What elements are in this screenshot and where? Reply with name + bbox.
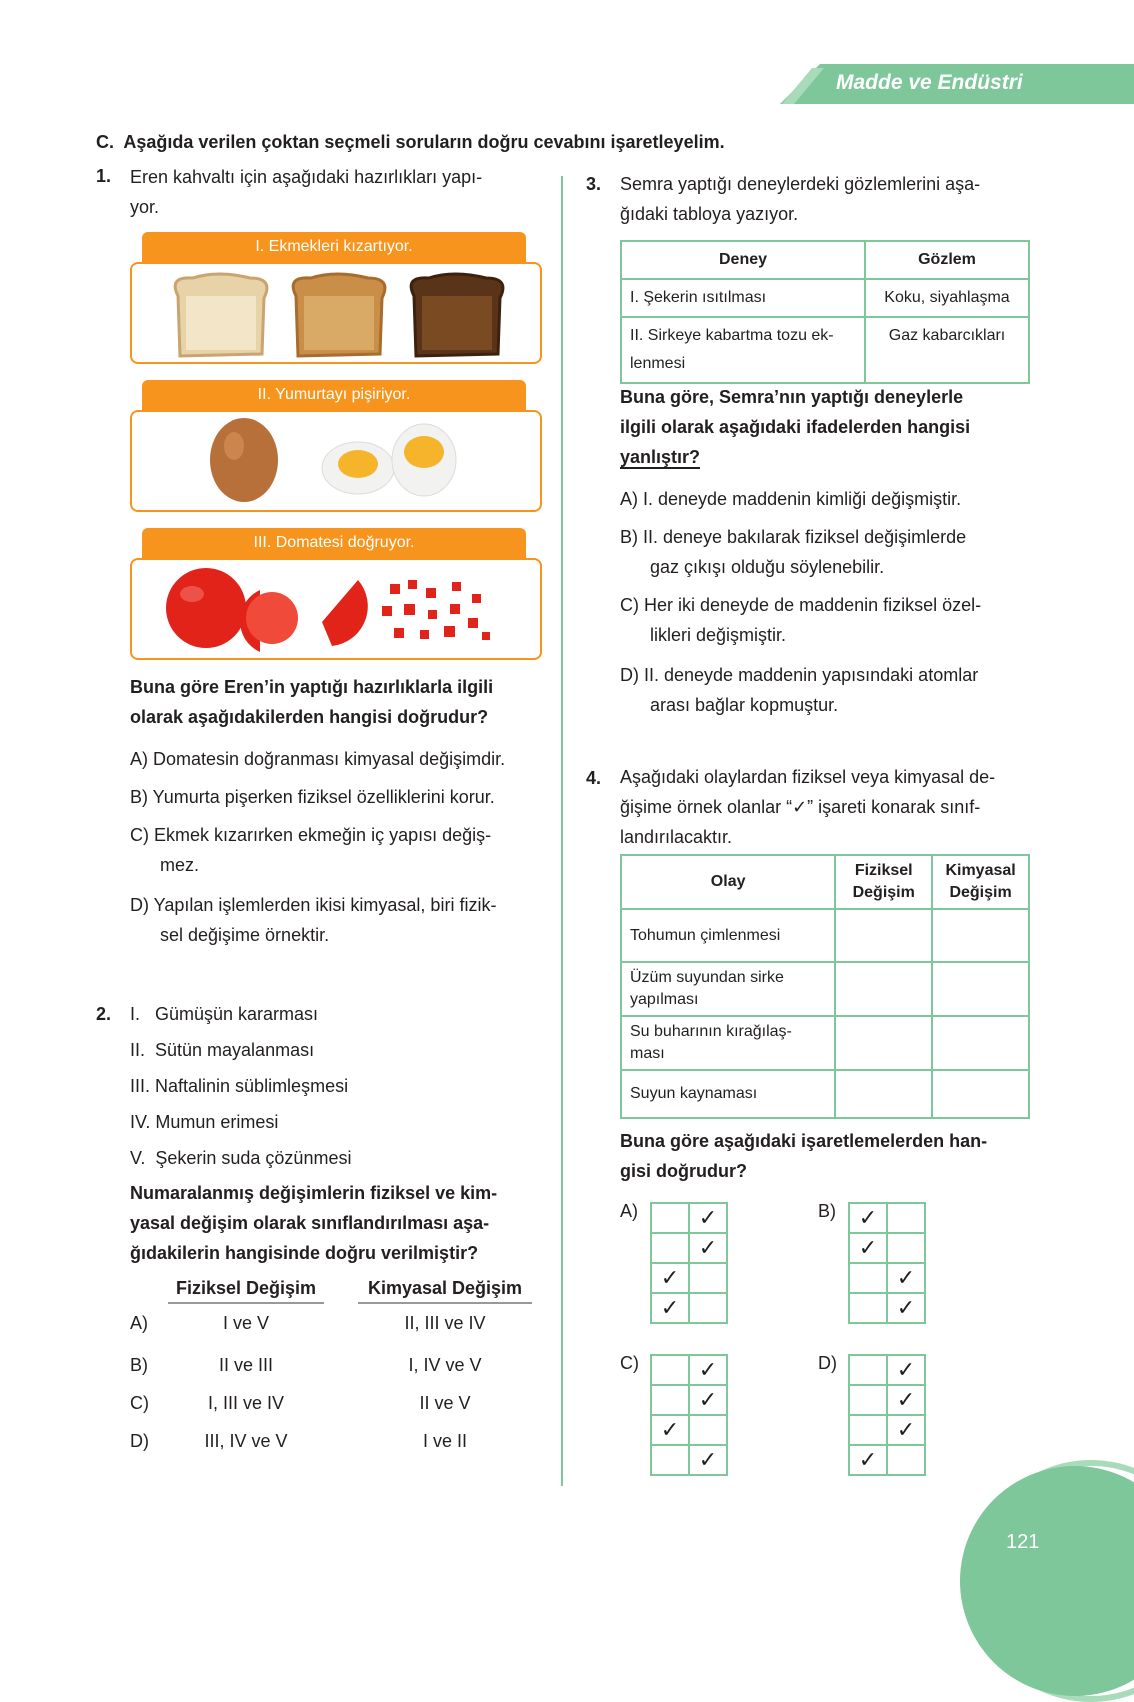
q2-option-chemical: I, IV ve V	[408, 1355, 482, 1375]
panel-egg	[130, 410, 542, 512]
q2-option-label: A)	[130, 1313, 148, 1333]
q4-event: Üzüm suyundan sirke yapılması	[621, 962, 835, 1016]
q4-grid-cell	[651, 1355, 689, 1385]
q3-table-header: Gözlem	[865, 241, 1029, 279]
panel-tomato	[130, 558, 542, 660]
q3-option-d-line: arası bağlar kopmuştur.	[650, 695, 839, 715]
q2-item: I. Gümüşün kararması	[130, 1004, 319, 1024]
q1-option-d-line: D) Yapılan işlemlerden ikisi kimyasal, biri fizik-	[130, 895, 497, 915]
q4-event: Tohumun çimlenmesi	[621, 909, 835, 962]
column-divider	[561, 176, 563, 1486]
q3-table-header: Deney	[621, 241, 865, 279]
q2-number: 2.	[96, 1004, 112, 1024]
q3-stem	[620, 382, 1032, 472]
q4-grid-row	[849, 1233, 925, 1263]
q3-option-c[interactable]	[620, 590, 1032, 650]
q4-check-cell[interactable]	[932, 1016, 1029, 1070]
q4-check-cell[interactable]	[932, 909, 1029, 962]
q4-grid-row	[849, 1203, 925, 1233]
q4-grid-row	[849, 1293, 925, 1323]
q3-stem-line	[620, 442, 1032, 472]
q1-option-a[interactable]: A) Domatesin doğranması kimyasal değişimdir.	[130, 749, 506, 769]
q3-option-b-line: B) II. deneye bakılarak fiziksel değişimlerde	[620, 527, 967, 547]
q4-grid-cell	[887, 1233, 925, 1263]
q2-option-chemical: II ve V	[419, 1393, 471, 1413]
q4-grid-row	[651, 1203, 727, 1233]
q1-text	[130, 162, 542, 222]
q4-option-c-label[interactable]: C)	[620, 1353, 639, 1373]
q4-grid-cell	[689, 1293, 727, 1323]
q4-grid-cell	[849, 1293, 887, 1323]
q3-cell-line: II. Sirkeye kabartma tozu ek-	[630, 327, 834, 344]
q3-table-cell: I. Şekerin ısıtılması	[621, 279, 865, 317]
q4-header-line: Değişim	[949, 884, 1012, 901]
q2-stem-line: yasal değişim olarak sınıflandırılması aşa-	[130, 1213, 490, 1233]
q4-option-a-label[interactable]: A)	[620, 1201, 638, 1221]
q2-option-physical: I ve V	[222, 1313, 270, 1333]
q3-stem-line: Buna göre, Semra’nın yaptığı deneylerle	[620, 387, 964, 407]
q4-table-header	[932, 855, 1029, 909]
q1-stem	[130, 672, 542, 732]
q2-col-chemical: Kimyasal Değişim	[358, 1274, 532, 1304]
q4-event: Suyun kaynaması	[621, 1070, 835, 1118]
q4-grid-cell: ✓	[689, 1233, 727, 1263]
q3-text-line: ğıdaki tabloya yazıyor.	[620, 204, 799, 224]
q3-text	[620, 169, 1032, 229]
q2-item: V. Şekerin suda çözünmesi	[130, 1148, 352, 1168]
q2-option-physical: II ve III	[218, 1355, 274, 1375]
q2-option-physical: I, III ve IV	[207, 1393, 285, 1413]
tomato-image	[132, 560, 540, 658]
q1-stem-line: olarak aşağıdakilerden hangisi doğrudur?	[130, 707, 489, 727]
q4-grid-cell	[849, 1355, 887, 1385]
q4-table	[620, 854, 1030, 1119]
q3-table-cell: Koku, siyahlaşma	[865, 279, 1029, 317]
section-label: C.	[96, 132, 114, 152]
q3-table-cell: Gaz kabarcıkları	[865, 317, 1029, 383]
q1-option-c[interactable]	[130, 820, 542, 880]
q4-grid-cell: ✓	[651, 1293, 689, 1323]
q4-check-cell[interactable]	[835, 1016, 932, 1070]
q4-option-d-label[interactable]: D)	[818, 1353, 837, 1373]
q4-grid-cell: ✓	[689, 1445, 727, 1475]
q4-option-b-grid[interactable]	[848, 1202, 926, 1324]
q1-text-line: yor.	[130, 197, 160, 217]
section-title: Aşağıda verilen çoktan seçmeli soruların doğru cevabını işaretleyelim.	[123, 132, 725, 152]
q4-grid-row	[651, 1445, 727, 1475]
q4-grid-cell: ✓	[887, 1385, 925, 1415]
q3-option-b[interactable]	[620, 522, 1032, 582]
q2-col-physical: Fiziksel Değişim	[168, 1274, 324, 1304]
q4-option-d-grid[interactable]	[848, 1354, 926, 1476]
q2-stem-line: Numaralanmış değişimlerin fiziksel ve kim-	[130, 1183, 498, 1203]
panel-bread-tag: I. Ekmekleri kızartıyor.	[142, 232, 526, 262]
q1-option-d[interactable]	[130, 890, 542, 950]
panel-bread	[130, 262, 542, 364]
q4-header-line: Değişim	[852, 884, 915, 901]
q4-check-cell[interactable]	[835, 1070, 932, 1118]
q2-item: II. Sütün mayalanması	[130, 1040, 315, 1060]
q4-text-line: Aşağıdaki olaylardan fiziksel veya kimyasal de-	[620, 767, 996, 787]
q4-grid-cell	[849, 1385, 887, 1415]
q4-grid-cell: ✓	[651, 1415, 689, 1445]
q4-grid-cell	[651, 1445, 689, 1475]
q1-number: 1.	[96, 166, 112, 186]
q4-check-cell[interactable]	[932, 1070, 1029, 1118]
q4-event: Su buharının kırağılaş-ması	[621, 1016, 835, 1070]
q1-option-c-line: mez.	[160, 855, 200, 875]
q2-option-chemical: II, III ve IV	[404, 1313, 486, 1333]
q4-text-line: ğişime örnek olanlar “✓” işareti konarak sınıf-	[620, 797, 981, 817]
q3-option-d[interactable]	[620, 660, 1032, 720]
q4-option-c-grid[interactable]	[650, 1354, 728, 1476]
q4-grid-row	[651, 1263, 727, 1293]
q4-grid-row	[849, 1263, 925, 1293]
q2-item: IV. Mumun erimesi	[130, 1112, 279, 1132]
q4-grid-cell: ✓	[689, 1385, 727, 1415]
q4-check-cell[interactable]	[932, 962, 1029, 1016]
q4-grid-cell	[651, 1233, 689, 1263]
q3-cell-line: lenmesi	[630, 355, 686, 372]
page-number-badge	[960, 1466, 1134, 1696]
q3-option-a[interactable]: A) I. deneyde maddenin kimliği değişmiştir.	[620, 489, 962, 509]
section-heading	[96, 132, 725, 153]
q4-table-header: Olay	[621, 855, 835, 909]
q3-option-c-line: C) Her iki deneyde de maddenin fiziksel özel-	[620, 595, 982, 615]
q4-option-a-grid[interactable]	[650, 1202, 728, 1324]
q4-grid-row	[651, 1233, 727, 1263]
q4-grid-cell	[887, 1203, 925, 1233]
q3-text-line: Semra yaptığı deneylerdeki gözlemlerini aşa-	[620, 174, 981, 194]
q4-grid-cell	[689, 1415, 727, 1445]
q2-item: III. Naftalinin süblimleşmesi	[130, 1076, 349, 1096]
q4-stem-line: gisi doğrudur?	[620, 1161, 747, 1181]
q3-number: 3.	[586, 174, 602, 194]
q3-stem-emphasis: yanlıştır?	[620, 447, 701, 467]
q4-grid-row	[651, 1355, 727, 1385]
q1-option-d-line: sel değişime örnektir.	[160, 925, 330, 945]
q4-grid-cell	[689, 1263, 727, 1293]
q4-number: 4.	[586, 768, 602, 788]
q3-option-d-line: D) II. deneyde maddenin yapısındaki atomlar	[620, 665, 979, 685]
q4-grid-cell: ✓	[887, 1263, 925, 1293]
q4-grid-cell: ✓	[849, 1445, 887, 1475]
q4-check-cell[interactable]	[835, 962, 932, 1016]
q2-option-physical: III, IV ve V	[204, 1431, 288, 1451]
q4-table-header	[835, 855, 932, 909]
q4-header-line: Kimyasal	[945, 862, 1016, 879]
q4-grid-cell: ✓	[689, 1355, 727, 1385]
q4-grid-row	[651, 1385, 727, 1415]
q2-option-label: D)	[130, 1431, 149, 1451]
q4-grid-row	[651, 1415, 727, 1445]
q3-option-b-line: gaz çıkışı olduğu söylenebilir.	[650, 557, 885, 577]
q3-stem-line: ilgili olarak aşağıdaki ifadelerden hangisi	[620, 417, 971, 437]
q4-grid-row	[849, 1445, 925, 1475]
q4-grid-row	[849, 1355, 925, 1385]
chapter-title: Madde ve Endüstri	[836, 71, 1023, 94]
q3-option-c-line: likleri değişmiştir.	[650, 625, 787, 645]
q1-text-line: Eren kahvaltı için aşağıdaki hazırlıkları yapı-	[130, 167, 483, 187]
q4-grid-row	[849, 1415, 925, 1445]
q2-stem	[130, 1178, 542, 1268]
q1-option-b[interactable]: B) Yumurta pişerken fiziksel özelliklerini korur.	[130, 787, 495, 807]
q2-option-label: C)	[130, 1393, 149, 1413]
q3-table-cell	[621, 317, 865, 383]
q4-check-cell[interactable]	[835, 909, 932, 962]
egg-image	[132, 412, 540, 510]
q4-stem-line: Buna göre aşağıdaki işaretlemelerden han-	[620, 1131, 988, 1151]
q2-stem-line: ğıdakilerin hangisinde doğru verilmiştir?	[130, 1243, 479, 1263]
q4-grid-cell: ✓	[849, 1233, 887, 1263]
q2-option-label: B)	[130, 1355, 148, 1375]
q4-text-line: landırılacaktır.	[620, 827, 733, 847]
q1-stem-line: Buna göre Eren’in yaptığı hazırlıklarla ilgili	[130, 677, 494, 697]
q4-grid-row	[849, 1385, 925, 1415]
q4-grid-cell	[887, 1445, 925, 1475]
q4-grid-cell: ✓	[651, 1263, 689, 1293]
page-number: 121	[1006, 1531, 1040, 1553]
q4-grid-cell: ✓	[887, 1355, 925, 1385]
q4-grid-cell: ✓	[887, 1293, 925, 1323]
q4-stem	[620, 1126, 1032, 1186]
q1-option-c-line: C) Ekmek kızarırken ekmeğin iç yapısı değiş-	[130, 825, 492, 845]
panel-tomato-tag: III. Domatesi doğruyor.	[142, 528, 526, 558]
q4-grid-cell: ✓	[887, 1415, 925, 1445]
q4-grid-cell: ✓	[689, 1203, 727, 1233]
q4-header-line: Fiziksel	[854, 862, 913, 879]
q4-text	[620, 762, 1032, 852]
q4-grid-cell	[651, 1385, 689, 1415]
q4-grid-cell	[849, 1415, 887, 1445]
q4-grid-cell	[849, 1263, 887, 1293]
q3-table	[620, 240, 1030, 384]
panel-egg-tag: II. Yumurtayı pişiriyor.	[142, 380, 526, 410]
q4-option-b-label[interactable]: B)	[818, 1201, 836, 1221]
q4-grid-cell: ✓	[849, 1203, 887, 1233]
q4-grid-row	[651, 1293, 727, 1323]
q2-option-chemical: I ve II	[422, 1431, 467, 1451]
toast-image	[132, 264, 540, 362]
q4-grid-cell	[651, 1203, 689, 1233]
